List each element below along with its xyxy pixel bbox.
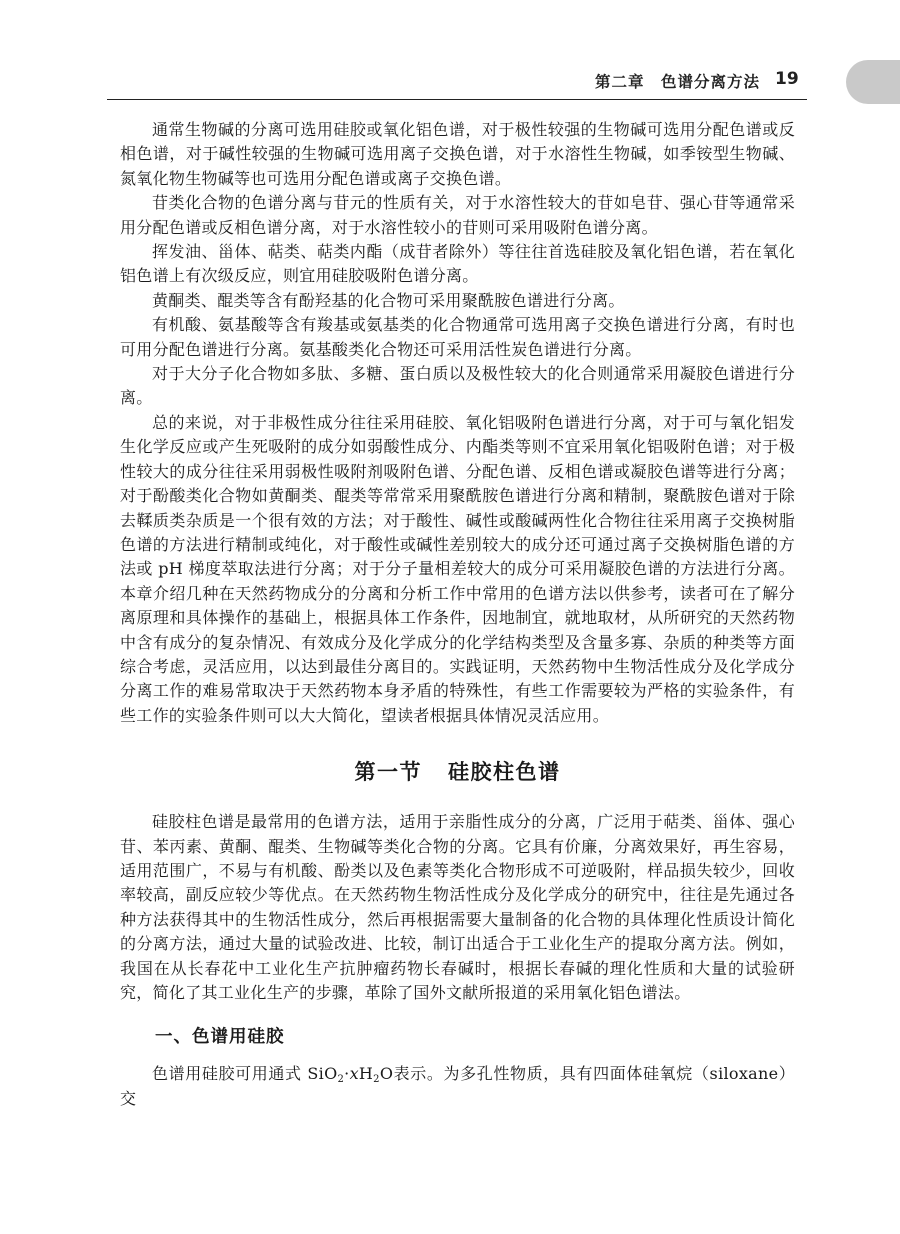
subscript: 2 xyxy=(373,1074,380,1086)
paragraph: 有机酸、氨基酸等含有羧基或氨基类的化合物通常可选用离子交换色谱进行分离，有时也可用分配色谱进行分离。氨基酸类化合物还可采用活性炭色谱进行分离。 xyxy=(120,315,795,359)
subscript: 2 xyxy=(337,1074,345,1086)
chapter-title: 第二章 色谱分离方法 xyxy=(595,73,761,91)
section-paragraph: 硅胶柱色谱是最常用的色谱方法，适用于亲脂性成分的分离，广泛用于萜类、甾体、强心苷、苯丙素、黄酮、醌类、生物碱等类化合物的分离。它具有价廉，分离效果好，再生容易，适用范围广，不易与有机酸、酚类以及色素等类化合物形成不可逆吸附，样品损失较少，回收率较高，副反应较少等优点。在天然药物生物活性成分及化学成分的研究中，往往是先通过各种方法获得其中的生物活性成分，然后再根据需要大量制备的化合物的具体理化性质设计简化的分离方法，通过大量的试验改进、比较，制订出适合于工业化生产的提取分离方法。例如，我国在从长春花中工业化生产抗肿瘤药物长春碱时，根据长春碱的理化性质和大量的试验研究，简化了其工业化生产的步骤，革除了国外文献所报道的采用氧化铝色谱法。 xyxy=(120,812,795,1002)
running-header xyxy=(595,70,800,92)
text-run: H xyxy=(358,1064,374,1084)
header-rule xyxy=(107,99,807,100)
text-run: · xyxy=(344,1064,350,1084)
page-edge-tab xyxy=(846,60,900,104)
text-run: O表示。为多孔性物质，具有四面体硅氧烷（siloxane）交 xyxy=(120,1064,796,1108)
section-title: 硅胶柱色谱 xyxy=(448,760,561,785)
paragraph: 对于大分子化合物如多肽、多糖、蛋白质以及极性较大的化合则通常采用凝胶色谱进行分离。 xyxy=(120,364,795,408)
page-body xyxy=(120,118,795,1111)
paragraph: 通常生物碱的分离可选用硅胶或氧化铝色谱，对于极性较强的生物碱可选用分配色谱或反相色谱，对于碱性较强的生物碱可选用离子交换色谱，对于水溶性生物碱，如季铵型生物碱、氮氧化物生物碱等也可选用分配色谱或离子交换色谱。 xyxy=(120,120,795,188)
last-paragraph xyxy=(120,1062,795,1111)
paragraph: 苷类化合物的色谱分离与苷元的性质有关，对于水溶性较大的苷如皂苷、强心苷等通常采用分配色谱或反相色谱分离，对于水溶性较小的苷则可采用吸附色谱分离。 xyxy=(120,193,795,237)
section-number: 第一节 xyxy=(354,760,422,785)
paragraph: 总的来说，对于非极性成分往往采用硅胶、氧化铝吸附色谱进行分离，对于可与氧化铝发生化学反应或产生死吸附的成分如弱酸性成分、内酯类等则不宜采用氧化铝吸附色谱；对于极性较大的成分往往采用弱极性吸附剂吸附色谱、分配色谱、反相色谱或凝胶色谱等进行分离；对于酚酸类化合物如黄酮类、醌类等常常采用聚酰胺色谱进行分离和精制，聚酰胺色谱对于除去鞣质类杂质是一个很有效的方法；对于酸性、碱性或酸碱两性化合物往往采用离子交换树脂色谱的方法进行精制或纯化，对于酸性或碱性差别较大的成分还可通过离子交换树脂色谱的方法或 pH 梯度萃取法进行分离；对于分子量相差较大的成分可采用凝胶色谱的方法进行分离。本章介绍几种在天然药物成分的分离和分析工作中常用的色谱方法以供参考，读者可在了解分离原理和具体操作的基础上，根据具体工作条件，因地制宜，就地取材，从所研究的天然药物中含有成分的复杂情况、有效成分及化学成分的化学结构类型及含量多寡、杂质的种类等方面综合考虑，灵活应用，以达到最佳分离目的。实践证明，天然药物中生物活性成分及化学成分分离工作的难易常取决于天然药物本身矛盾的特殊性，有些工作需要较为严格的实验条件，有些工作的实验条件则可以大大简化，望读者根据具体情况灵活应用。 xyxy=(120,412,795,725)
paragraph: 挥发油、甾体、萜类、萜类内酯（成苷者除外）等往往首选硅胶及氧化铝色谱，若在氧化铝色谱上有次级反应，则宜用硅胶吸附色谱分离。 xyxy=(120,242,795,286)
italic-variable: x xyxy=(349,1064,359,1084)
section-heading xyxy=(120,756,795,786)
paragraph: 黄酮类、醌类等含有酚羟基的化合物可采用聚酰胺色谱进行分离。 xyxy=(152,290,625,310)
subsection-heading: 一、色谱用硅胶 xyxy=(155,1027,285,1048)
text-run: 色谱用硅胶可用通式 SiO xyxy=(152,1064,338,1084)
page-number: 19 xyxy=(775,69,799,89)
